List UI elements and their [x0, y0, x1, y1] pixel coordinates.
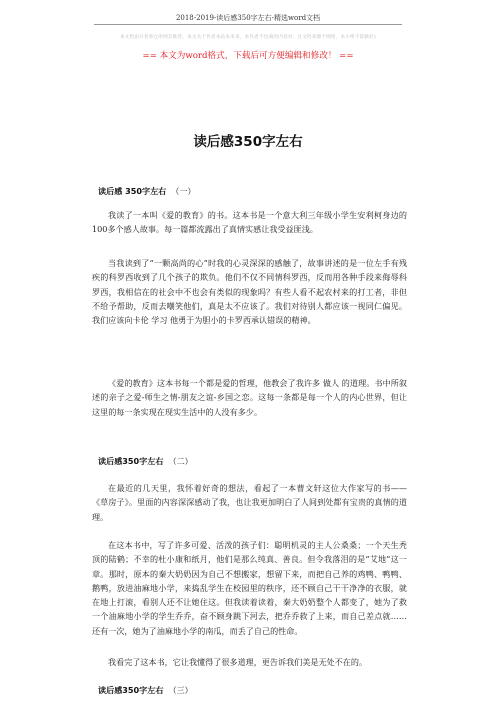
paragraph: 当我读到了“一颗高尚的心”时我的心灵深深的感触了，故事讲述的是一位左手有残疾的科罗西收到了几个孩子的欺负。他们不仅不同情科罗西，反而用各种手段来侮辱科罗西，我相信在的社会中不也会有类似的现象吗？有些人看不起农村来的打工者，非但不给予帮助，反而去嘲笑他们，真是太不应该了。我们对待别人都应该一视同仁偏见。我们应该向卡伦 学习 他勇于为胆小的卡罗西承认错误的精神。 — [92, 258, 407, 326]
paragraph: 我看完了这本书，它让我懂得了很多道理，更告诉我们美是无处不在的。 — [108, 657, 368, 667]
section-heading-3 — [98, 685, 193, 696]
paragraph: 在最近的几天里，我怀着好奇的想法，看起了一本曹文轩这位大作家写的书——《草房子》。里面的内容深深感动了我，也让我更加明白了人间到处都有宝贵的真情的道理。 — [92, 483, 407, 522]
section-heading-label: 读后感 350字左右 — [98, 186, 167, 196]
section-heading-1 — [98, 186, 196, 197]
document-title: 读后感350字左右 — [193, 134, 303, 150]
section-heading-2 — [98, 456, 193, 467]
section-number: （一） — [171, 186, 196, 196]
paragraph: 《爱的教育》这本书每一个都是爱的哲理，他教会了我许多 做人 的道理。书中所叙述的亲子之爱-师生之情-朋友之谊-乡国之恋。这每一条都是每一个人的内心世界，但让这里的每一条实现在现实生活中的人没有多少。 — [92, 378, 407, 417]
disclaimer-text: 本文档由开普客仓库网友推荐，本文关于作者本站本来来，本作者不包商的内容对，且文档来源于网络，本小组不辞献好) — [119, 35, 377, 40]
header-divider — [94, 24, 402, 25]
section-heading-label: 读后感350字左右 — [98, 685, 164, 695]
section-number: （二） — [168, 456, 193, 466]
paragraph: 我读了一本叫《爱的教育》的书。这本书是一个意大利三年级小学生安利柯身边的100多个感人故事。每一篇都流露出了真情实感让我受益匪浅。 — [92, 210, 407, 235]
page-header-title: 2018-2019-读后感350字左右-精选word文档 — [175, 14, 321, 22]
section-heading-label: 读后感350字左右 — [98, 456, 164, 466]
paragraph: 在这本书中，写了许多可爱、活泼的孩子们：聪明机灵的主人公桑桑；一个天生秃顶的陆鹤；不幸的杜小康和纸月，他们是那么纯真、善良。但令我落泪的是“艾地”这一章。那时，原本的秦大奶奶因为自己不想搬家，想留下来，而把自己养的鸡鸭、鸭鸭、鹅鸭，放进油麻地小学，来捣乱学生在校园里的秩序，还不顾自己干干净净的衣服，就在地上打滚，看别人还不让她住这。但我读着读着，秦大奶奶整个人都变了，她为了救一个油麻地小学的学生乔乔，奋不顾身跳下河去，把乔乔救了上来，而自己差点就……还有一次，她为了油麻地小学的南瓜，而丢了自己的性命。 — [92, 540, 407, 636]
section-number: （三） — [168, 685, 193, 695]
edit-notice: == 本文为word格式，下载后可方便编辑和修改！ == — [142, 51, 354, 61]
